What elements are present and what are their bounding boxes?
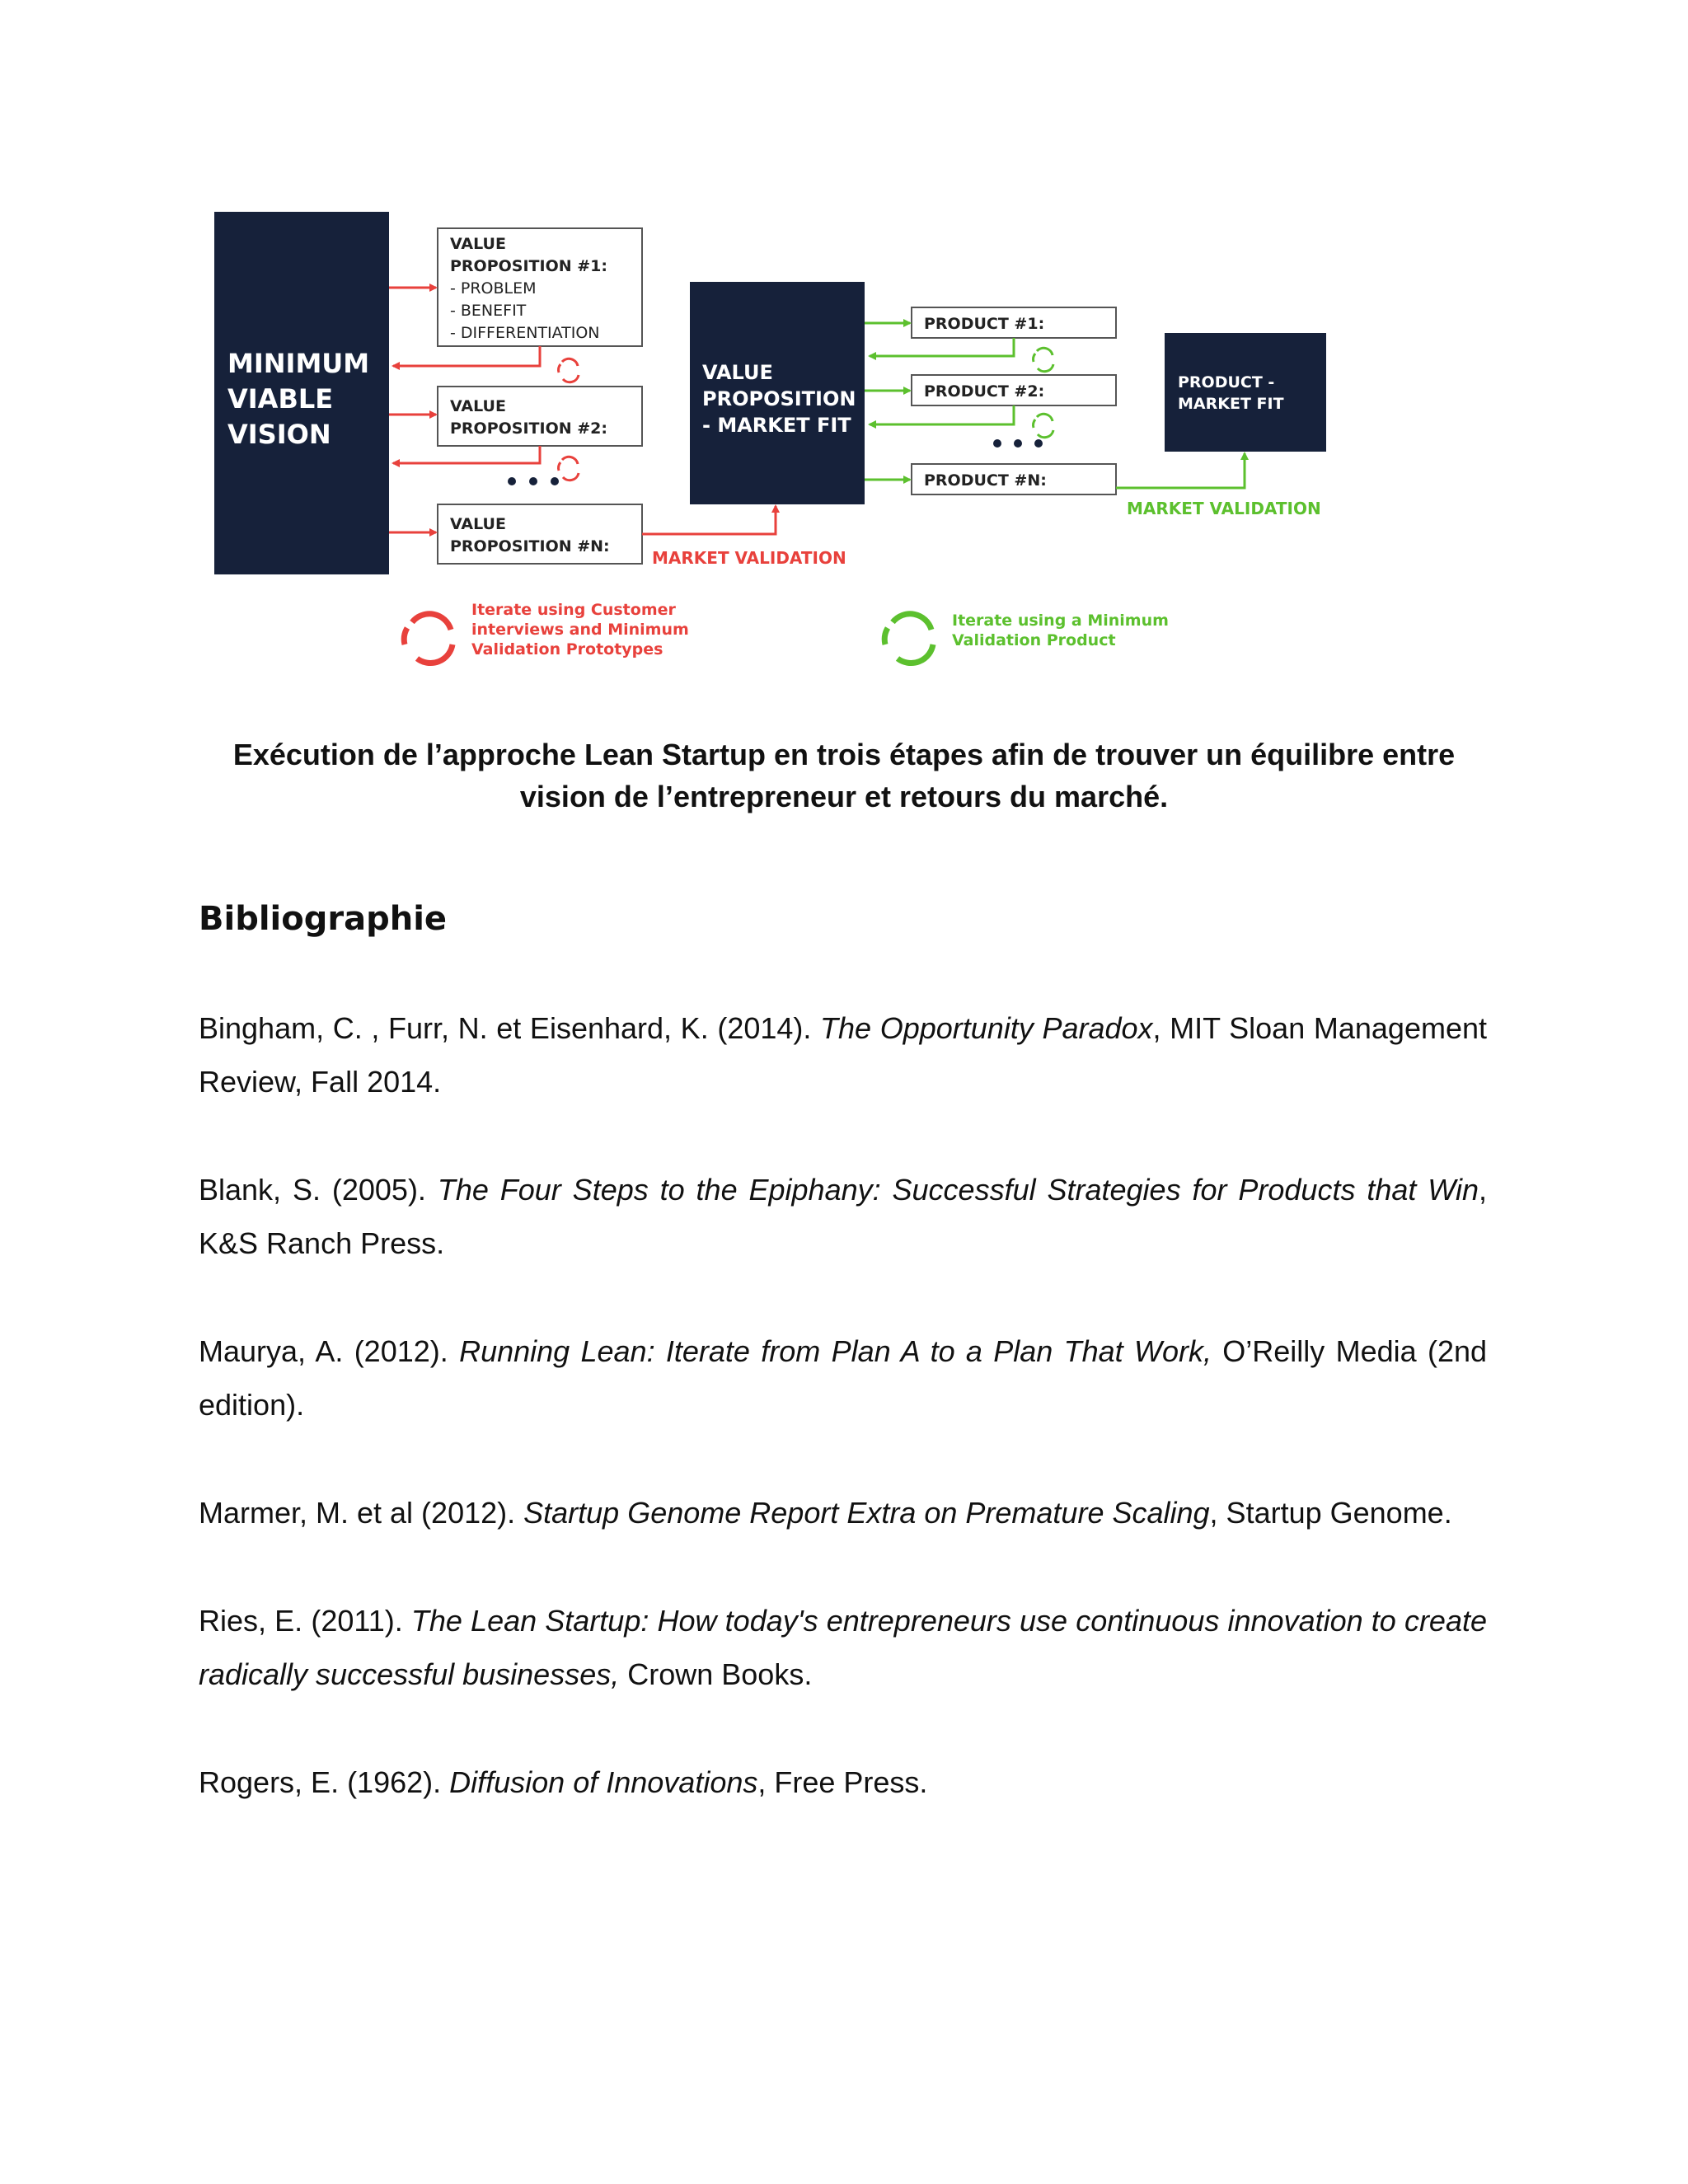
product-market-fit-box <box>1165 333 1326 452</box>
bibliography-entry: Rogers, E. (1962). Diffusion of Innovations, Free Press. <box>199 1765 928 1799</box>
legend-red-text: Iterate using Customer interviews and Minimum Validation Prototypes <box>471 601 689 658</box>
vpn-label: VALUE PROPOSITION #N: <box>450 515 610 555</box>
bibliography-heading: Bibliographie <box>199 900 448 938</box>
mvv-label: MINIMUM VIABLE VISION <box>227 348 370 450</box>
bibliography-entry: Blank, S. (2005). The Four Steps to the Epiphany: Successful Strategies for Products that Win, K&S Ranch Press. <box>199 1173 1487 1260</box>
work-title: Startup Genome Report Extra on Premature Scaling <box>523 1496 1210 1530</box>
work-title: The Lean Startup: How today's entrepreneurs use continuous innovation to create radically successful businesses, <box>199 1604 1487 1691</box>
bibliography-entry: Marmer, M. et al (2012). Startup Genome Report Extra on Premature Scaling, Startup Genome. <box>199 1496 1452 1530</box>
feedback-arrow-product-2 <box>870 405 1014 424</box>
red-cycle-icon-legend <box>404 614 452 663</box>
work-title: Diffusion of Innovations <box>449 1765 758 1799</box>
lean-startup-diagram <box>210 208 1364 669</box>
product-2-label: PRODUCT #2: <box>924 382 1045 401</box>
work-title: Running Lean: Iterate from Plan A to a Plan That Work, <box>459 1334 1212 1368</box>
product-n-label: PRODUCT #N: <box>924 471 1047 490</box>
ellipsis-dots <box>508 477 559 485</box>
feedback-arrow-product-1 <box>870 338 1014 356</box>
vp1-label: VALUE PROPOSITION #1: - PROBLEM - BENEFIT - DIFFERENTIATION <box>450 235 607 342</box>
bibliography-entry: Bingham, C. , Furr, N. et Eisenhard, K. (2014). The Opportunity Paradox, MIT Sloan Management Review, Fall 2014. <box>199 1011 1487 1099</box>
vpmf-label: VALUE PROPOSITION - MARKET FIT <box>702 361 856 437</box>
caption-line-2: vision de l’entrepreneur et retours du marché. <box>519 780 1169 813</box>
pmf-label: PRODUCT - MARKET FIT <box>1178 373 1284 413</box>
market-validation-green-label: MARKET VALIDATION <box>1127 499 1321 518</box>
work-title: The Opportunity Paradox <box>820 1011 1153 1045</box>
product-1-label: PRODUCT #1: <box>924 315 1045 333</box>
red-cycle-icon-small <box>559 457 579 480</box>
figure-caption <box>198 733 1490 818</box>
vp2-label: VALUE PROPOSITION #2: <box>450 397 607 438</box>
green-cycle-icon-small <box>1034 414 1053 437</box>
market-validation-arrow-green <box>1116 453 1245 488</box>
market-validation-arrow-red <box>642 506 776 534</box>
green-cycle-icon-small <box>1034 348 1053 371</box>
caption-line-1: Exécution de l’approche Lean Startup en trois étapes afin de trouver un équilibre entre <box>232 738 1456 771</box>
feedback-arrow-vp2 <box>393 446 540 463</box>
feedback-arrow-vp1 <box>393 346 540 366</box>
bibliography-entry: Maurya, A. (2012). Running Lean: Iterate from Plan A to a Plan That Work, O’Reilly Media (2nd edition). <box>199 1334 1488 1422</box>
green-cycle-icon-legend <box>884 614 933 663</box>
bibliography-entry: Ries, E. (2011). The Lean Startup: How today's entrepreneurs use continuous innovation to create radically successful businesses, Crown Books. <box>199 1604 1487 1691</box>
work-title: The Four Steps to the Epiphany: Successful Strategies for Products that Win <box>437 1173 1479 1207</box>
ellipsis-dots <box>993 439 1043 448</box>
red-cycle-icon-small <box>559 359 579 382</box>
legend-green-text: Iterate using a Minimum Validation Product <box>952 612 1169 649</box>
market-validation-red-label: MARKET VALIDATION <box>652 548 846 568</box>
